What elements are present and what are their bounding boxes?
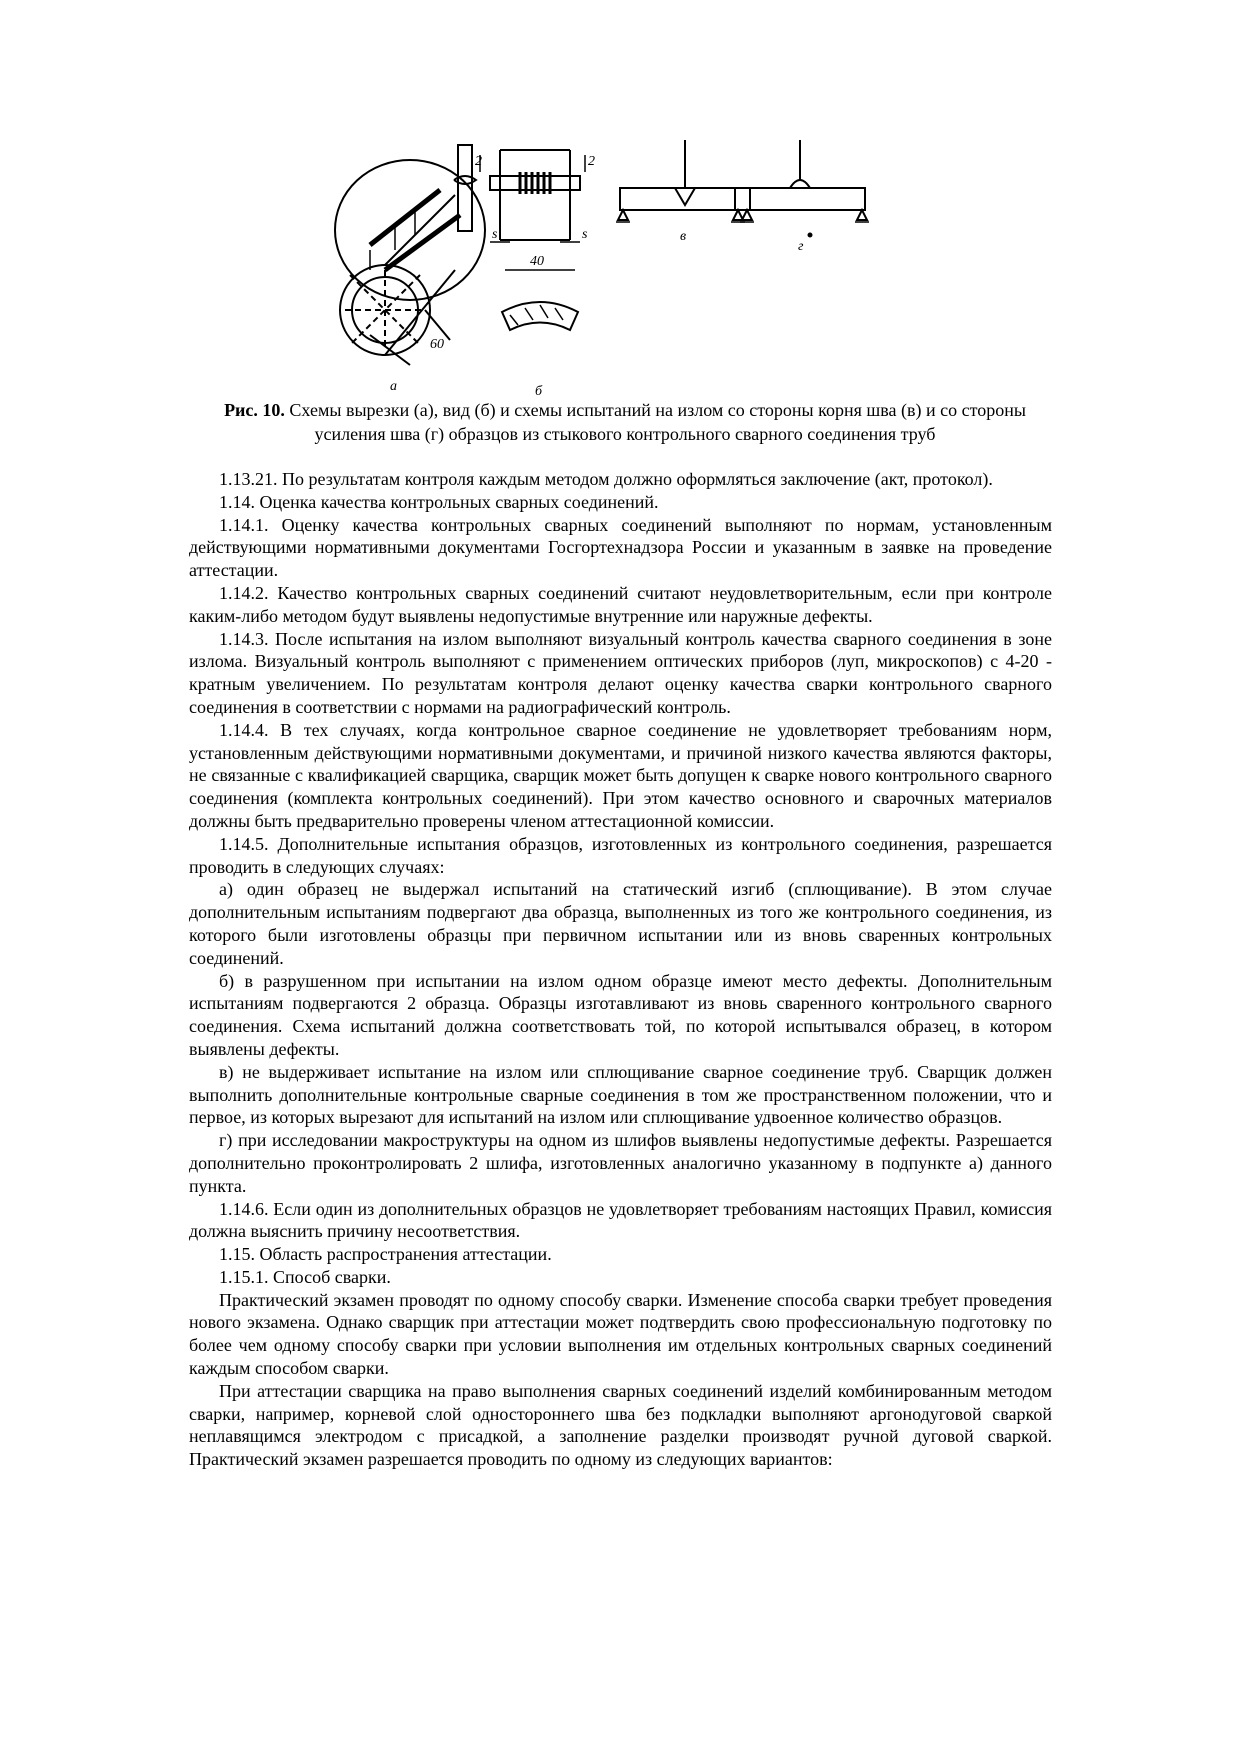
- figure-caption-label: Рис. 10.: [224, 400, 285, 420]
- label-b: б: [535, 384, 543, 399]
- paragraph: 1.14.2. Качество контрольных сварных соединений считают неудовлетворительным, если при контроле каким-либо методом будут выявлены недопустимые внутренние или наружные дефекты.: [189, 582, 1052, 626]
- label-dim-2-right: 2: [588, 154, 595, 169]
- paragraph: в) не выдерживает испытание на излом или сплющивание сварное соединение труб. Сварщик должен выполнить дополнительные контрольные сварные соединения в том же пространственном положении, что и первое, из которых вырезают для испытаний на излом или сплющивание удвоенное количество образцов.: [189, 1061, 1052, 1128]
- figure-drawing: [330, 150, 960, 399]
- label-dim-s-left: s: [492, 227, 498, 242]
- paragraph: 1.14.1. Оценку качества контрольных сварных соединений выполняют по нормам, установленным действующими нормативными документами Госгортехнадзора России и указанным в заявке на проведение аттестации.: [189, 514, 1052, 581]
- figure-caption: [190, 398, 1060, 446]
- label-dim-60: 60: [430, 337, 444, 352]
- label-v: в: [680, 229, 687, 244]
- paragraph: 1.14.4. В тех случаях, когда контрольное сварное соединение не удовлетворяет требованиям норм, установленным действующими нормативными документами, и причиной низкого качества являются факторы, не связанные с квалификацией сварщика, сварщик может быть допущен к сварке нового контрольного сварного соединения (комплекта контрольных соединений). При этом качество основного и сварочных материалов должны быть предварительно проверены членом аттестационной комиссии.: [189, 719, 1052, 831]
- paragraph: 1.14.3. После испытания на излом выполняют визуальный контроль качества сварного соединения в зоне излома. Визуальный контроль выполняют с применением оптических приборов (луп, микроскопов) с 4-20 - кратным увеличением. По результатам контроля делают оценку качества сварки контрольного сварного соединения в соответствии с нормами на радиографический контроль.: [189, 628, 1052, 717]
- paragraph: 1.14.6. Если один из дополнительных образцов не удовлетворяет требованиям настоящих Правил, комиссия должна выяснить причину несоответствия.: [189, 1198, 1052, 1242]
- paragraph: Практический экзамен проводят по одному способу сварки. Изменение способа сварки требует проведения нового экзамена. Однако сварщик при аттестации может подтвердить свою профессиональную подготовку по более чем одному способу сварки при условии выполнения им отдельных контрольных сварных соединений каждым способом сварки.: [189, 1289, 1052, 1379]
- paragraph: 1.14.5. Дополнительные испытания образцов, изготовленных из контрольного соединения, разрешается проводить в следующих случаях:: [189, 833, 1052, 877]
- label-dim-40: 40: [530, 254, 544, 269]
- label-dim-s-right: s: [582, 227, 588, 242]
- document-body: [189, 468, 1052, 1471]
- paragraph: 1.15.1. Способ сварки.: [219, 1266, 391, 1287]
- figure-weld-specimen-schemes: [330, 150, 960, 399]
- label-a: а: [390, 379, 397, 394]
- paragraph: При аттестации сварщика на право выполнения сварных соединений изделий комбинированным методом сварки, например, корневой слой одностороннего шва без подкладки выполняют аргонодуговой сваркой неплавящимся электродом с присадкой, а заполнение разделки производят ручной дуговой сваркой. Практический экзамен разрешается проводить по одному из следующих вариантов:: [189, 1380, 1052, 1470]
- paragraph: а) один образец не выдержал испытаний на статический изгиб (сплющивание). В этом случае дополнительным испытаниям подвергают два образца, выполненных из того же контрольного соединения, из которого были изготовлены образцы при первичном испытании или из вновь сваренных контрольных соединений.: [189, 879, 1052, 968]
- paragraph: 1.13.21. По результатам контроля каждым методом должно оформляться заключение (акт, протокол).: [219, 469, 993, 489]
- label-g: г: [798, 239, 804, 254]
- label-dim-2-left: 2: [475, 154, 482, 169]
- paragraph: г) при исследовании макроструктуры на одном из шлифов выявлены недопустимые дефекты. Разрешается дополнительно проконтролировать 2 шлифа, изготовленных аналогично указанному в подпункте а) данного пункта.: [189, 1130, 1052, 1196]
- paragraph: б) в разрушенном при испытании на излом одном образце имеют место дефекты. Дополнительным испытаниям подвергаются 2 образца. Образцы изготавливают из вновь сваренного контрольного сварного соединения. Схема испытаний должна соответствовать той, по которой испытывался образец, в котором выявлены дефекты.: [189, 970, 1052, 1059]
- paragraph: 1.15. Область распространения аттестации.: [219, 1244, 552, 1265]
- specimen-side-view: [454, 145, 585, 330]
- fracture-test-root-side: [616, 140, 754, 222]
- figure-caption-text: Схемы вырезки (а), вид (б) и схемы испытаний на излом со стороны корня шва (в) и со стороны усиления шва (г) образцов из стыкового контрольного сварного соединения труб: [284, 400, 1026, 444]
- pipe-cutting-scheme: [335, 160, 485, 365]
- paragraph: 1.14. Оценка качества контрольных сварных соединений.: [219, 491, 659, 512]
